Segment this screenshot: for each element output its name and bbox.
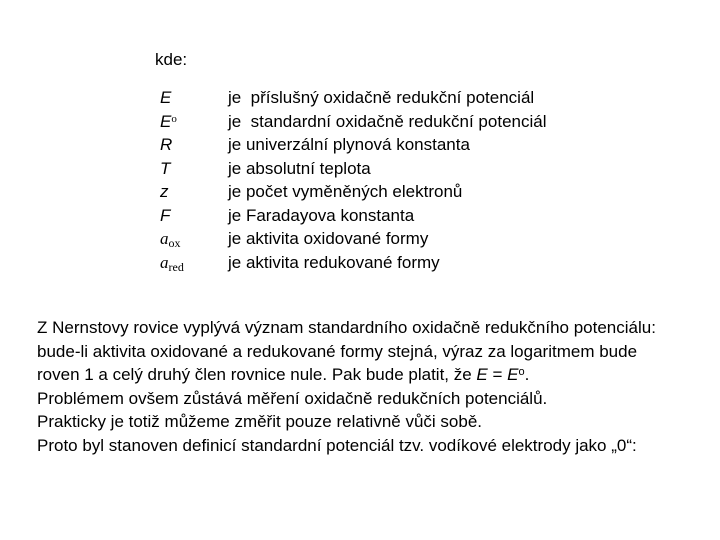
symbol: E [160, 88, 172, 107]
symbol: $a_{ox}$ [160, 229, 181, 250]
definition-row [160, 157, 620, 181]
paragraph-line: bude-li aktivita oxidované a redukované formy stejná, výraz za logaritmem bude [37, 341, 638, 361]
symbol: T [160, 158, 171, 178]
paragraph-line: Z Nernstovy rovice vyplývá význam standardního oxidačně redukčního potenciálu: [37, 318, 656, 337]
paragraph-line: roven 1 a celý druhý člen rovnice nule. Pak bude platit, že $E = E^o$. [37, 365, 530, 384]
equation-e-standard: E [507, 365, 519, 384]
definition-row [160, 180, 620, 204]
definition-text: je počet vyměněných elektronů [228, 182, 463, 201]
definition-row [160, 110, 620, 134]
definition-text: je absolutní teplota [228, 158, 371, 178]
symbol: $a_{red}$ [160, 252, 184, 274]
explanation-paragraph [37, 316, 712, 457]
definition-text: je aktivita oxidované formy [228, 229, 429, 248]
definition-row [160, 227, 620, 251]
definition-row [160, 204, 620, 228]
definition-text: je univerzální plynová konstanta [228, 135, 470, 154]
definitions-list [160, 86, 620, 274]
paragraph-line: Problémem ovšem zůstává měření oxidačně redukčních potenciálů. [37, 388, 548, 408]
equation-e: E [476, 365, 488, 384]
symbol: z [160, 182, 169, 201]
definition-row [160, 251, 620, 275]
kde-label: kde: [155, 50, 188, 69]
definition-text: je aktivita redukované formy [228, 252, 440, 272]
symbol: $E^o$ [160, 111, 177, 131]
symbol: R [160, 135, 173, 154]
definition-text: je Faradayova konstanta [228, 205, 415, 225]
symbol: F [160, 205, 171, 225]
definition-text: je příslušný oxidačně redukční potenciál [228, 88, 535, 107]
paragraph-line: Proto byl stanoven definicí standardní potenciál tzv. vodíkové elektrody jako „0“: [37, 435, 637, 455]
paragraph-line: Prakticky je totiž můžeme změřit pouze relativně vůči sobě. [37, 412, 483, 431]
definition-row [160, 133, 620, 157]
definition-row [160, 86, 620, 110]
definition-text: je standardní oxidačně redukční potenciál [228, 111, 547, 131]
